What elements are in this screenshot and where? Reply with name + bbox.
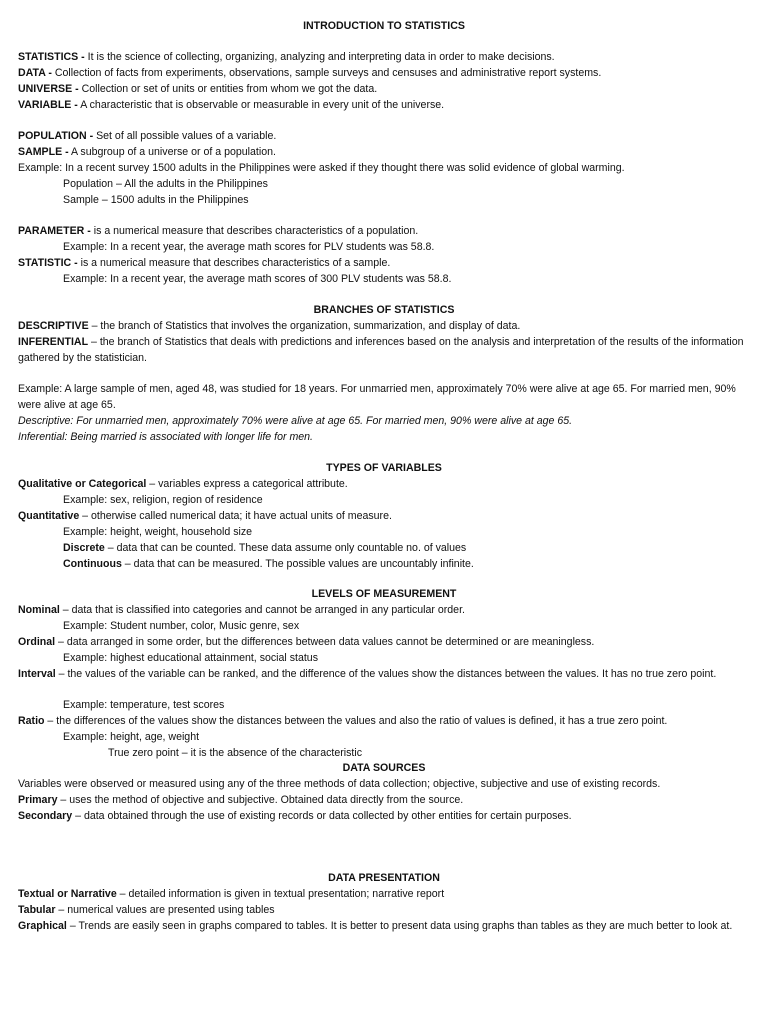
- term-label: Graphical: [18, 920, 67, 932]
- branch-inferential: [18, 334, 750, 366]
- term-text: – data that can be measured. The possible values are uncountably infinite.: [121, 558, 474, 570]
- term-label: STATISTIC -: [18, 257, 78, 269]
- term-text: – otherwise called numerical data; it have actual units of measure.: [79, 510, 392, 522]
- type-continuous: [63, 556, 750, 572]
- presentation-tabular: [18, 902, 750, 918]
- branch-example: Example: A large sample of men, aged 48, was studied for 18 years. For unmarried men, approximately 70% were alive at age 65. For married men, 90% were alive at age 65.: [18, 383, 736, 411]
- population-example: Population – All the adults in the Philippines: [63, 178, 268, 190]
- term-text: Collection of facts from experiments, observations, sample surveys and censuses and administrative report systems.: [51, 67, 602, 79]
- parameter-example: Example: In a recent year, the average math scores for PLV students was 58.8.: [63, 241, 435, 253]
- ratio-example: Example: height, age, weight: [63, 731, 200, 743]
- term-text: – variables express a categorical attribute.: [146, 478, 348, 490]
- term-label: Interval: [18, 668, 56, 680]
- term-label: DATA -: [18, 67, 52, 79]
- term-label: Nominal: [18, 604, 60, 616]
- term-label: PARAMETER -: [18, 225, 91, 237]
- definition-sample: [18, 144, 750, 160]
- definition-variable: [18, 97, 750, 113]
- type-quantitative: [18, 508, 750, 524]
- presentation-graphical: [18, 918, 750, 934]
- interval-example: Example: temperature, test scores: [63, 699, 225, 711]
- term-text: – the branch of Statistics that involves the organization, summarization, and display of data.: [88, 320, 521, 332]
- level-ratio: [18, 713, 750, 729]
- term-label: SAMPLE -: [18, 146, 69, 158]
- descriptive-example: Descriptive: For unmarried men, approximately 70% were alive at age 65. For married men, 90% were alive at age 65.: [18, 415, 573, 427]
- term-text: A characteristic that is observable or measurable in every unit of the universe.: [77, 99, 445, 111]
- definition-statistic: [18, 255, 750, 271]
- type-discrete: [63, 540, 750, 556]
- type-qualitative: [18, 476, 750, 492]
- term-text: – data obtained through the use of existing records or data collected by other entities for certain purposes.: [72, 810, 572, 822]
- definition-parameter: [18, 223, 750, 239]
- presentation-heading: DATA PRESENTATION: [328, 872, 440, 884]
- qualitative-example: Example: sex, religion, region of residence: [63, 494, 263, 506]
- source-primary: [18, 792, 750, 808]
- presentation-textual: [18, 886, 750, 902]
- term-label: Tabular: [18, 904, 56, 916]
- term-label: Ordinal: [18, 636, 56, 648]
- definition-data: [18, 65, 750, 81]
- term-label: POPULATION -: [18, 130, 94, 142]
- source-secondary: [18, 808, 750, 824]
- inferential-example: Inferential: Being married is associated with longer life for men.: [18, 431, 314, 443]
- term-text: – uses the method of objective and subjective. Obtained data directly from the source.: [57, 794, 464, 806]
- branches-heading: BRANCHES OF STATISTICS: [313, 304, 455, 316]
- sample-example: Sample – 1500 adults in the Philippines: [63, 194, 249, 206]
- types-heading: TYPES OF VARIABLES: [326, 462, 442, 474]
- term-text: – data that is classified into categories and cannot be arranged in any particular order.: [59, 604, 465, 616]
- term-text: Set of all possible values of a variable.: [93, 130, 277, 142]
- ordinal-example: Example: highest educational attainment, social status: [63, 652, 318, 664]
- term-label: Textual or Narrative: [18, 888, 117, 900]
- term-text: – numerical values are presented using tables: [55, 904, 275, 916]
- definition-universe: [18, 81, 750, 97]
- term-text: is a numerical measure that describes characteristics of a population.: [90, 225, 419, 237]
- term-text: A subgroup of a universe or of a population.: [68, 146, 276, 158]
- term-text: It is the science of collecting, organizing, analyzing and interpreting data in order to make decisions.: [84, 51, 555, 63]
- statistic-example: Example: In a recent year, the average math scores of 300 PLV students was 58.8.: [63, 273, 452, 285]
- term-label: DESCRIPTIVE: [18, 320, 89, 332]
- term-text: – Trends are easily seen in graphs compared to tables. It is better to present data using graphs than tables as they are much better to look at.: [66, 920, 733, 932]
- levels-heading: LEVELS OF MEASUREMENT: [311, 588, 457, 600]
- term-label: UNIVERSE -: [18, 83, 79, 95]
- term-label: Discrete: [63, 542, 105, 554]
- level-nominal: [18, 602, 750, 618]
- sources-heading: DATA SOURCES: [342, 762, 426, 774]
- term-text: – data that can be counted. These data assume only countable no. of values: [104, 542, 467, 554]
- term-text: – the branch of Statistics that deals with predictions and inferences based on the analysis and interpretation of the results of the information gathered by the statistician.: [18, 336, 744, 364]
- example-survey: Example: In a recent survey 1500 adults in the Philippines were asked if they thought there was solid evidence of global warming.: [18, 162, 625, 174]
- term-label: Ratio: [18, 715, 45, 727]
- quantitative-example: Example: height, weight, household size: [63, 526, 253, 538]
- term-label: Qualitative or Categorical: [18, 478, 147, 490]
- page-title: INTRODUCTION TO STATISTICS: [303, 20, 465, 32]
- nominal-example: Example: Student number, color, Music genre, sex: [63, 620, 300, 632]
- level-interval: [18, 666, 750, 682]
- term-text: – data arranged in some order, but the differences between data values cannot be determined or are meaningless.: [55, 636, 595, 648]
- term-text: – the differences of the values show the distances between the values and also the ratio of values is defined, it has a true zero point.: [44, 715, 668, 727]
- term-label: Continuous: [63, 558, 122, 570]
- true-zero-point: True zero point – it is the absence of the characteristic: [108, 747, 362, 759]
- term-text: – the values of the variable can be ranked, and the difference of the values show the distances between the values. It has no true zero point.: [55, 668, 717, 680]
- term-label: Primary: [18, 794, 58, 806]
- definition-statistics: [18, 49, 750, 65]
- term-text: is a numerical measure that describes characteristics of a sample.: [77, 257, 391, 269]
- term-label: STATISTICS -: [18, 51, 85, 63]
- level-ordinal: [18, 634, 750, 650]
- term-label: Secondary: [18, 810, 73, 822]
- term-label: INFERENTIAL: [18, 336, 89, 348]
- definition-population: [18, 128, 750, 144]
- sources-intro: Variables were observed or measured using any of the three methods of data collection; objective, subjective and use of existing records.: [18, 778, 661, 790]
- term-text: Collection or set of units or entities from whom we got the data.: [78, 83, 378, 95]
- term-label: VARIABLE -: [18, 99, 78, 111]
- term-label: Quantitative: [18, 510, 80, 522]
- term-text: – detailed information is given in textual presentation; narrative report: [116, 888, 445, 900]
- branch-descriptive: [18, 318, 750, 334]
